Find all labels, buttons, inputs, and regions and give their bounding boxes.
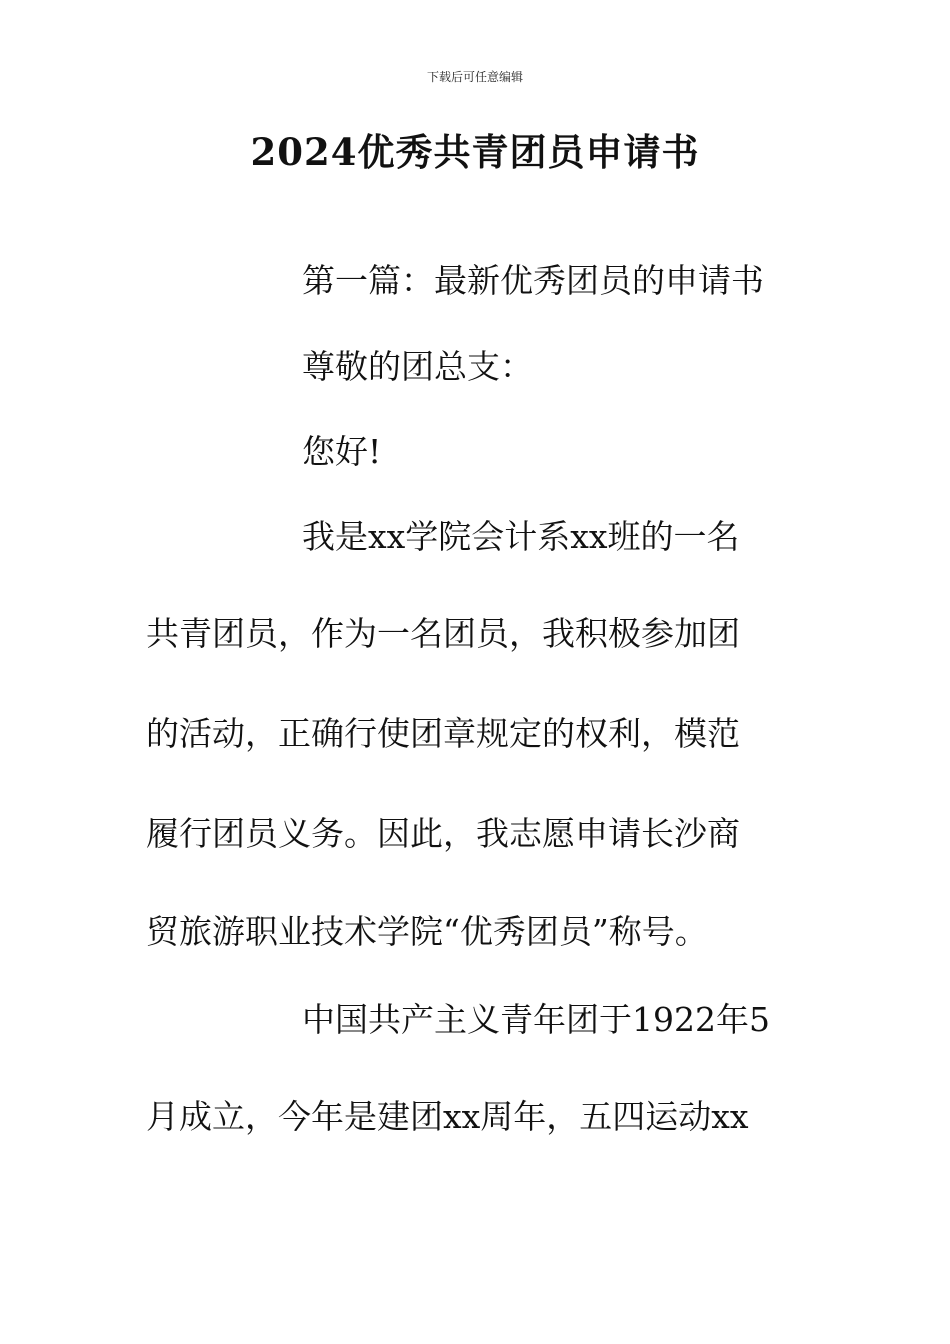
paragraph-line: 的活动，正确行使团章规定的权利，模范 [146,714,740,753]
salutation: 尊敬的团总支： [302,347,533,386]
section-heading: 第一篇：最新优秀团员的申请书 [302,261,764,300]
greeting: 您好! [302,432,382,471]
paragraph-line: 履行团员义务。因此，我志愿申请长沙商 [146,814,740,853]
header-note: 下载后可任意编辑 [426,70,523,84]
paragraph-line: 共青团员，作为一名团员，我积极参加团 [146,614,740,653]
paragraph-line: 中国共产主义青年团于1922年5 [302,1000,770,1039]
document-title: 2024优秀共青团员申请书 [250,130,700,174]
paragraph-line: 月成立，今年是建团xx周年，五四运动xx [146,1097,749,1136]
paragraph-line: 贸旅游职业技术学院“优秀团员”称号。 [146,912,708,951]
paragraph-line: 我是xx学院会计系xx班的一名 [302,517,740,556]
